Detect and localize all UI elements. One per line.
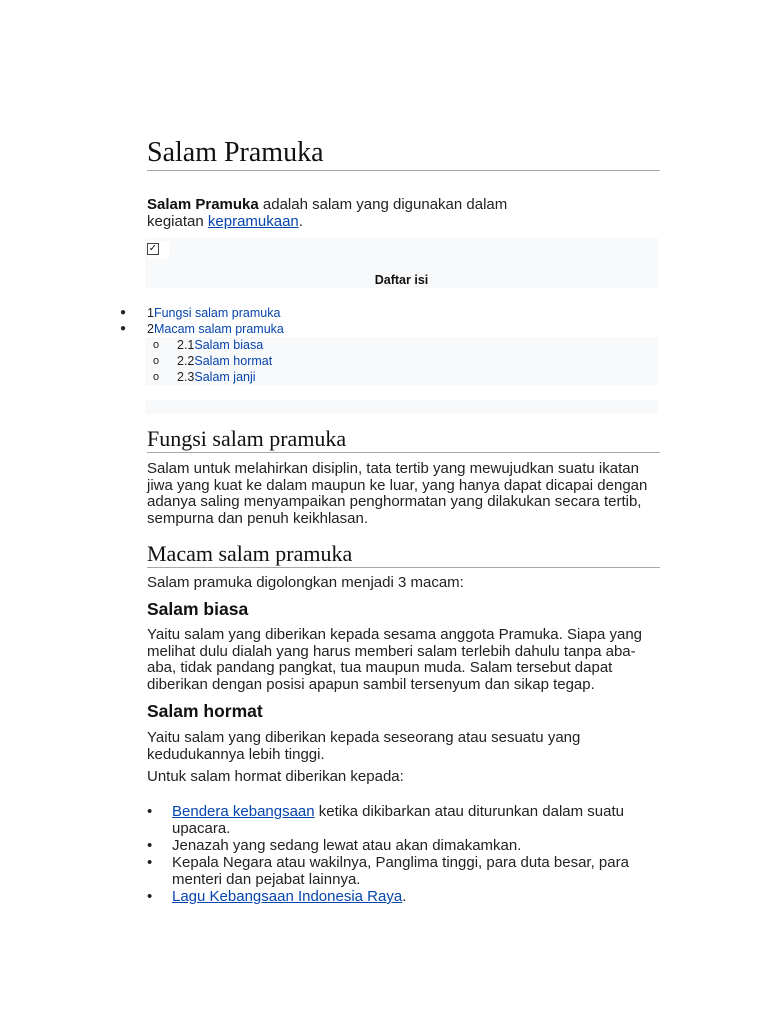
toc-item-number: 2.2 [177,354,195,368]
list-item-text: . [402,888,407,905]
toc-toggle-checkbox[interactable] [147,241,169,259]
toc-item[interactable] [145,353,658,369]
toc-item-link[interactable]: Macam salam pramuka [153,322,284,336]
list-item [147,888,660,905]
list-item [147,803,660,837]
bendera-link[interactable]: Bendera kebangsaan [172,803,315,820]
toc-item-number: 2.3 [177,370,195,384]
checkbox-icon: ✓ [148,243,158,254]
section-heading-fungsi: Fungsi salam pramuka [147,426,660,453]
lagu-link[interactable]: Lagu Kebangsaan Indonesia Raya [172,888,403,905]
toc-item-link[interactable]: Salam biasa [194,338,264,352]
subsection-text-hormat: Yaitu salam yang diberikan kepada seseorang atau sesuatu yang kedudukannya lebih tinggi. [147,729,581,763]
toc-item-number: 2 [147,322,154,336]
section-text-macam: Salam pramuka digolongkan menjadi 3 macam: [147,574,464,591]
circle-bullet-icon: o [153,339,160,351]
subsection-text-biasa: Yaitu salam yang diberikan kepada sesama anggota Pramuka. Siapa yang melihat dulu dialah yang harus memberi salam terlebih dahulu tanpa aba-aba, tidak pandang pangkat, tua maupun muda. Salam tersebut dapat diberikan dengan posisi apapun sambil tersenyum dan sikap tegap. [147,626,643,694]
hormat-list [147,803,660,905]
subsection-text-hormat-2: Untuk salam hormat diberikan kepada: [147,768,404,785]
toc-item-link[interactable]: Salam janji [194,370,256,384]
bullet-icon: ● [120,307,127,318]
toc-footer [145,400,658,414]
intro-paragraph [147,196,527,230]
toc-item[interactable] [120,305,658,321]
bullet-icon: ● [120,323,127,334]
section-text-fungsi: Salam untuk melahirkan disiplin, tata tertib yang mewujudkan suatu ikatan jiwa yang kuat ke dalam maupun ke luar, yang hanya dapat dicapai dengan adanya saling menyampaikan penghormatan yang dilakukan secara tertib, sempurna dan penuh keikhlasan. [147,460,648,528]
toc-item[interactable] [145,369,658,385]
section-heading-macam: Macam salam pramuka [147,541,660,568]
subsection-heading-biasa: Salam biasa [147,599,249,619]
toc-title: Daftar isi [374,273,429,287]
page-title: Salam Pramuka [147,136,660,171]
intro-bold: Salam Pramuka [147,196,259,213]
list-item [147,854,660,888]
toc-header [145,238,658,288]
intro-text: adalah salam yang digunakan dalam kegiatan [147,196,508,230]
list-item [147,837,660,854]
list-item-text: ketika dikibarkan atau diturunkan dalam suatu upacara. [172,803,624,837]
list-item-text: Kepala Negara atau wakilnya, Panglima tinggi, para duta besar, para menteri dan pejabat lainnya. [172,854,629,888]
toc-list [120,305,658,385]
toc-item-number: 2.1 [177,338,195,352]
list-item-text: Jenazah yang sedang lewat atau akan dimakamkan. [172,837,522,854]
toc-item-link[interactable]: Fungsi salam pramuka [153,306,281,320]
kepramukaan-link[interactable]: kepramukaan [207,213,299,230]
toc-item[interactable] [120,321,658,337]
intro-end: . [298,213,303,230]
toc-item-link[interactable]: Salam hormat [194,354,273,368]
toc-item[interactable] [145,337,658,353]
circle-bullet-icon: o [153,355,160,367]
subsection-heading-hormat: Salam hormat [147,701,263,721]
toc-item-number: 1 [147,306,154,320]
circle-bullet-icon: o [153,371,160,383]
